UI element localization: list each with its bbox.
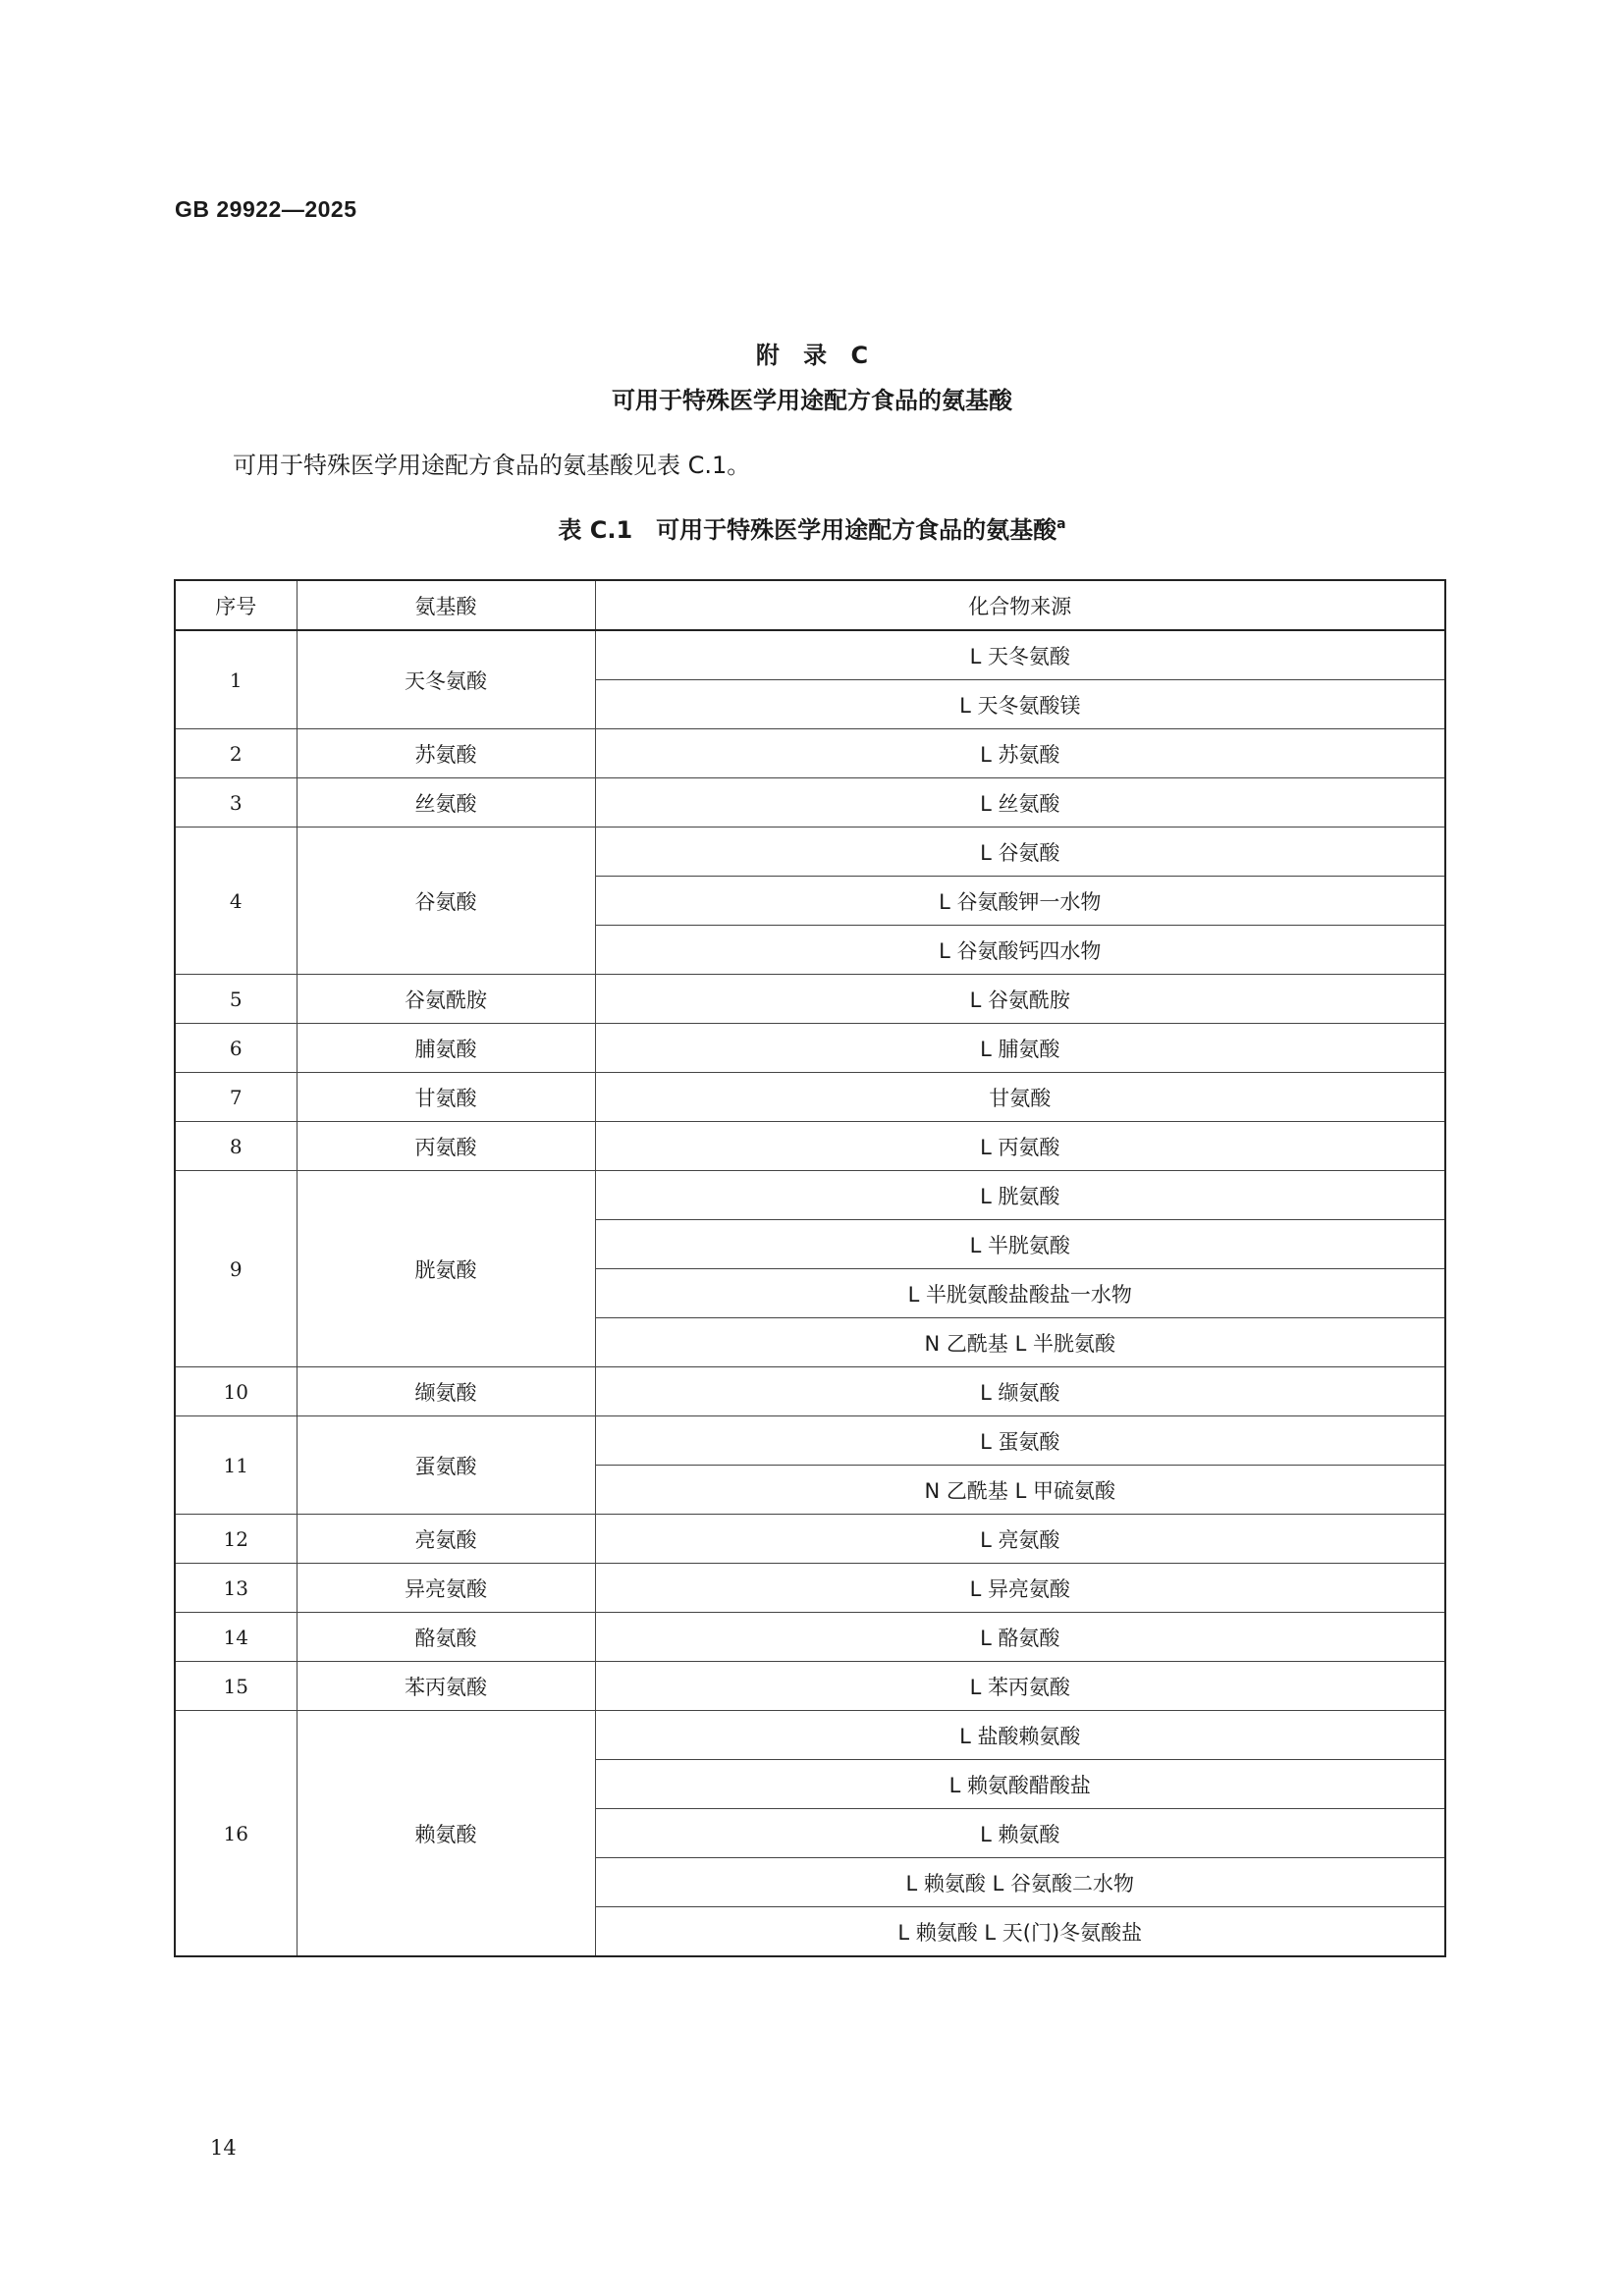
row-number: 6 [175,1024,297,1073]
compound-source: L 苏氨酸 [595,729,1445,778]
header-source: 化合物来源 [595,580,1445,630]
compound-source: L 谷氨酸 [595,828,1445,877]
page-number: 14 [210,2136,237,2160]
compound-source: L 丙氨酸 [595,1122,1445,1171]
table-row [175,729,1445,778]
appendix-title: 可用于特殊医学用途配方食品的氨基酸 [612,387,1012,414]
compound-source: L 赖氨酸 [595,1809,1445,1858]
compound-source: L 酪氨酸 [595,1613,1445,1662]
table-row [175,1024,1445,1073]
compound-source: L 天冬氨酸镁 [595,680,1445,729]
table-row [175,778,1445,828]
amino-acid-name: 酪氨酸 [297,1613,595,1662]
row-number: 13 [175,1564,297,1613]
intro-paragraph: 可用于特殊医学用途配方食品的氨基酸见表 C.1。 [233,452,751,479]
amino-acid-name: 蛋氨酸 [297,1416,595,1515]
table-row [175,975,1445,1024]
header-amino-acid: 氨基酸 [297,580,595,630]
amino-acid-name: 脯氨酸 [297,1024,595,1073]
amino-acid-name: 苯丙氨酸 [297,1662,595,1711]
row-number: 9 [175,1171,297,1367]
amino-acid-name: 谷氨酸 [297,828,595,975]
compound-source: N 乙酰基 L 甲硫氨酸 [595,1466,1445,1515]
row-number: 11 [175,1416,297,1515]
table-row [175,1613,1445,1662]
table-row [175,1073,1445,1122]
table-footnote-mark: a [1056,516,1066,532]
compound-source: L 亮氨酸 [595,1515,1445,1564]
compound-source: 甘氨酸 [595,1073,1445,1122]
table-row [175,1367,1445,1416]
compound-source: L 赖氨酸 L 谷氨酸二水物 [595,1858,1445,1907]
compound-source: L 胱氨酸 [595,1171,1445,1220]
table-row [175,1564,1445,1613]
amino-acid-name: 丝氨酸 [297,778,595,828]
table-row [175,1416,1445,1466]
table-body [175,630,1445,1956]
compound-source: N 乙酰基 L 半胱氨酸 [595,1318,1445,1367]
table-row [175,1171,1445,1220]
amino-acid-name: 赖氨酸 [297,1711,595,1957]
amino-acid-name: 丙氨酸 [297,1122,595,1171]
amino-acid-name: 天冬氨酸 [297,630,595,729]
row-number: 12 [175,1515,297,1564]
table-caption-text: 表 C.1 可用于特殊医学用途配方食品的氨基酸 [558,516,1057,544]
compound-source: L 蛋氨酸 [595,1416,1445,1466]
compound-source: L 谷氨酸钾一水物 [595,877,1445,926]
amino-acid-name: 甘氨酸 [297,1073,595,1122]
compound-source: L 丝氨酸 [595,778,1445,828]
appendix-label: 附 录 C [755,342,869,369]
row-number: 2 [175,729,297,778]
table-header-row [175,580,1445,630]
amino-acid-name: 谷氨酰胺 [297,975,595,1024]
amino-acid-table [174,579,1446,1957]
compound-source: L 苯丙氨酸 [595,1662,1445,1711]
compound-source: L 脯氨酸 [595,1024,1445,1073]
table-row [175,1122,1445,1171]
table-row [175,828,1445,877]
compound-source: L 缬氨酸 [595,1367,1445,1416]
row-number: 7 [175,1073,297,1122]
standard-code: GB 29922—2025 [175,196,357,222]
compound-source: L 谷氨酸钙四水物 [595,926,1445,975]
compound-source: L 赖氨酸 L 天(门)冬氨酸盐 [595,1907,1445,1957]
table-row [175,1711,1445,1760]
compound-source: L 半胱氨酸盐酸盐一水物 [595,1269,1445,1318]
amino-acid-name: 缬氨酸 [297,1367,595,1416]
row-number: 16 [175,1711,297,1957]
table-row [175,630,1445,680]
amino-acid-name: 异亮氨酸 [297,1564,595,1613]
amino-acid-name: 苏氨酸 [297,729,595,778]
table-row [175,1515,1445,1564]
row-number: 10 [175,1367,297,1416]
row-number: 8 [175,1122,297,1171]
row-number: 3 [175,778,297,828]
amino-acid-name: 胱氨酸 [297,1171,595,1367]
compound-source: L 谷氨酰胺 [595,975,1445,1024]
compound-source: L 天冬氨酸 [595,630,1445,680]
compound-source: L 异亮氨酸 [595,1564,1445,1613]
compound-source: L 半胱氨酸 [595,1220,1445,1269]
amino-acid-name: 亮氨酸 [297,1515,595,1564]
row-number: 4 [175,828,297,975]
compound-source: L 赖氨酸醋酸盐 [595,1760,1445,1809]
compound-source: L 盐酸赖氨酸 [595,1711,1445,1760]
row-number: 14 [175,1613,297,1662]
row-number: 1 [175,630,297,729]
table-row [175,1662,1445,1711]
row-number: 5 [175,975,297,1024]
header-no: 序号 [175,580,297,630]
row-number: 15 [175,1662,297,1711]
table-caption [0,510,1624,545]
